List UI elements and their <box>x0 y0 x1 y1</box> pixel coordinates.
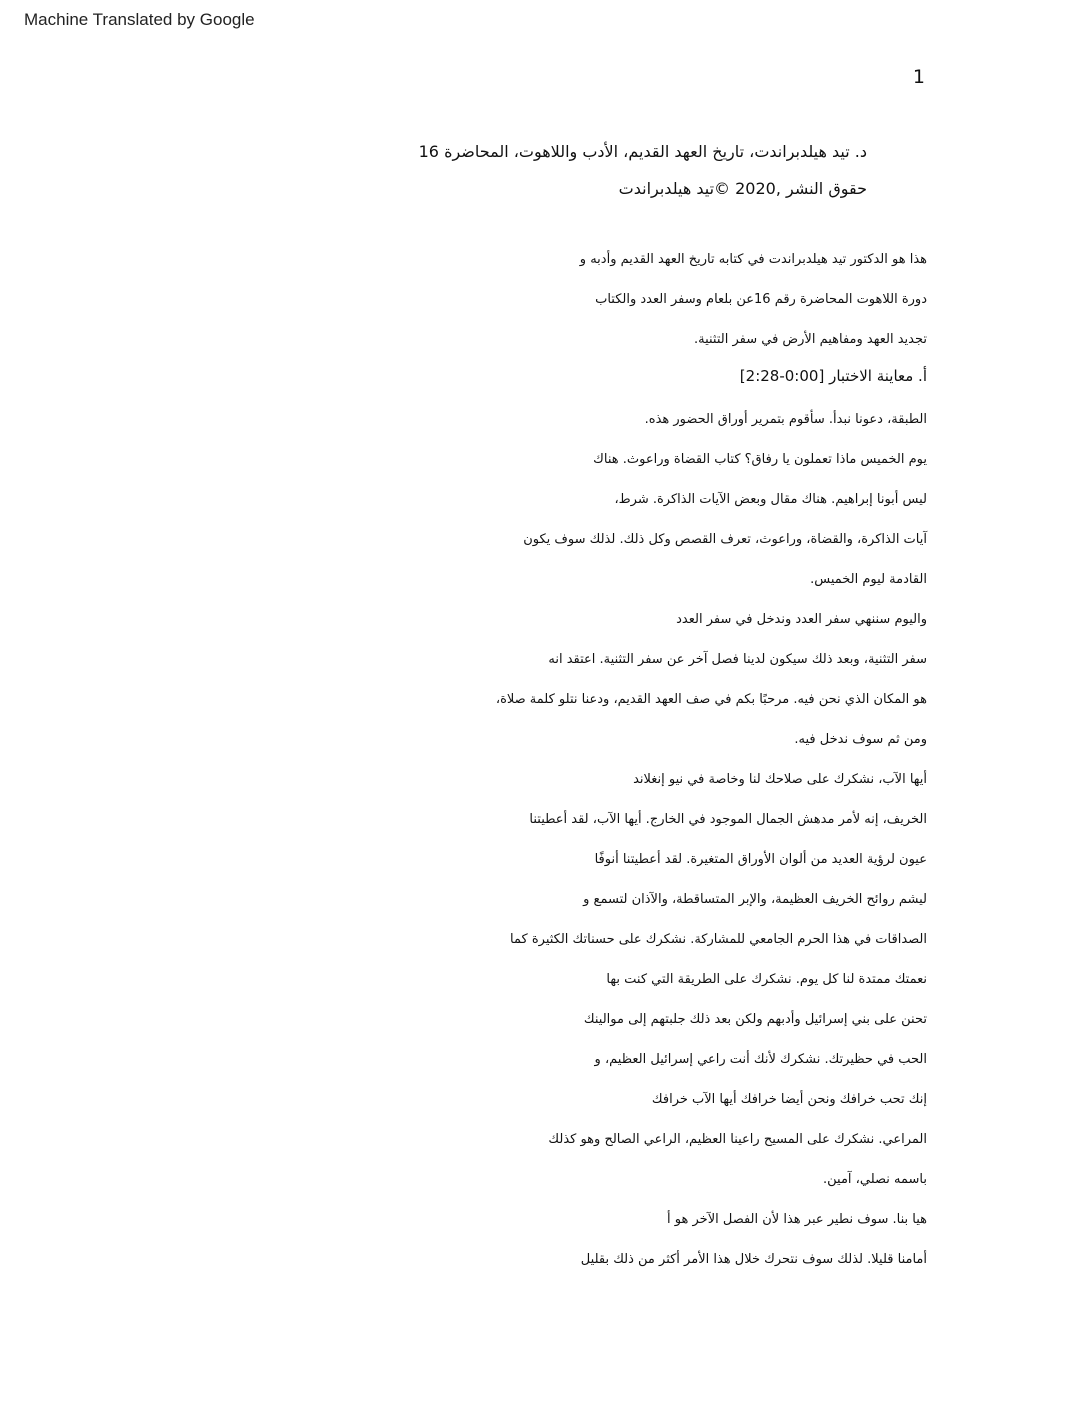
body-line: هذا هو الدكتور تيد هيلدبراندت في كتابه تاريخ العهد القديم وأدبه و <box>579 252 927 267</box>
body-line: القادمة ليوم الخميس. <box>810 572 927 587</box>
copyright-notice: حقوق النشر ,2020 ©تيد هيلدبراندت <box>618 179 867 198</box>
body-line: نعمتك ممتدة لنا كل يوم. نشكرك على الطريقة التي كنت بها <box>606 972 927 987</box>
body-line: يوم الخميس ماذا تعملون يا رفاق؟ كتاب القضاة وراعوث. هناك <box>593 452 927 467</box>
body-line: دورة اللاهوت المحاضرة رقم 16عن بلعام وسفر العدد والكتاب <box>595 292 927 307</box>
body-line: الحب في حظيرتك. نشكرك لأنك أنت راعي إسرائيل العظيم، و <box>594 1052 927 1067</box>
body-line: هيا بنا. سوف نطير عبر هذا لأن الفصل الآخر هو أ <box>667 1212 927 1227</box>
body-line: الخريف، إنه لأمر مدهش الجمال الموجود في الخارج. أيها الآب، لقد أعطيتنا <box>529 812 927 827</box>
machine-translation-banner: Machine Translated by Google <box>24 10 255 29</box>
body-line: باسمه نصلي، آمين. <box>823 1172 927 1187</box>
page-number: 1 <box>912 66 925 88</box>
body-line: تجديد العهد ومفاهيم الأرض في سفر التثنية. <box>693 332 927 347</box>
body-line: تحنن على بني إسرائيل وأدبهم ولكن بعد ذلك جلبتهم إلى موالينك <box>583 1012 927 1027</box>
body-line: ليس أبونا إبراهيم. هناك مقال وبعض الآيات الذاكرة. شرط، <box>614 492 927 507</box>
body-line: واليوم سننهي سفر العدد وندخل في سفر العدد <box>676 612 927 627</box>
body-line: إنك تحب خرافك ونحن أيضا خرافك أيها الآب خرافك <box>651 1092 927 1107</box>
document-title: د. تيد هيلدبراندت، تاريخ العهد القديم، الأدب واللاهوت، المحاضرة 16 <box>418 142 867 161</box>
body-line: الصداقات في هذا الحرم الجامعي للمشاركة. نشكرك على حسناتك الكثيرة كما <box>510 932 927 947</box>
document-header <box>167 133 867 207</box>
body-line: ومن ثم سوف ندخل فيه. <box>794 732 927 747</box>
document-body <box>167 250 927 1290</box>
body-line: عيون لرؤية العديد من ألوان الأوراق المتغيرة. لقد أعطيتنا أنوفًا <box>594 852 927 867</box>
body-line: سفر التثنية، وبعد ذلك سيكون لدينا فصل آخر عن سفر التثنية. اعتقد انه <box>548 652 927 667</box>
body-line: الطبقة، دعونا نبدأ. سأقوم بتمرير أوراق الحضور هذه. <box>644 412 927 427</box>
body-line: آيات الذاكرة، والقضاة، وراعوث، تعرف القصص وكل ذلك. لذلك سوف يكون <box>523 532 927 547</box>
body-line: ليشم روائح الخريف العظيمة، والإبر المتساقطة، والآذان لتسمع و <box>583 892 927 907</box>
body-line: أيها الآب، نشكرك على صلاحك لنا وخاصة في نيو إنغلاند <box>633 772 927 787</box>
body-line: هو المكان الذي نحن فيه. مرحبًا بكم في صف العهد القديم، ودعنا نتلو كلمة صلاة، <box>495 692 927 707</box>
body-line: المراعي. نشكرك على المسيح راعينا العظيم، الراعي الصالح وهو كذلك <box>548 1132 927 1147</box>
body-line: أمامنا قليلا. لذلك سوف نتحرك خلال هذا الأمر أكثر من ذلك بقليل <box>580 1252 927 1267</box>
section-heading: أ. معاينة الاختبار [0:00-2:28] <box>739 367 927 385</box>
